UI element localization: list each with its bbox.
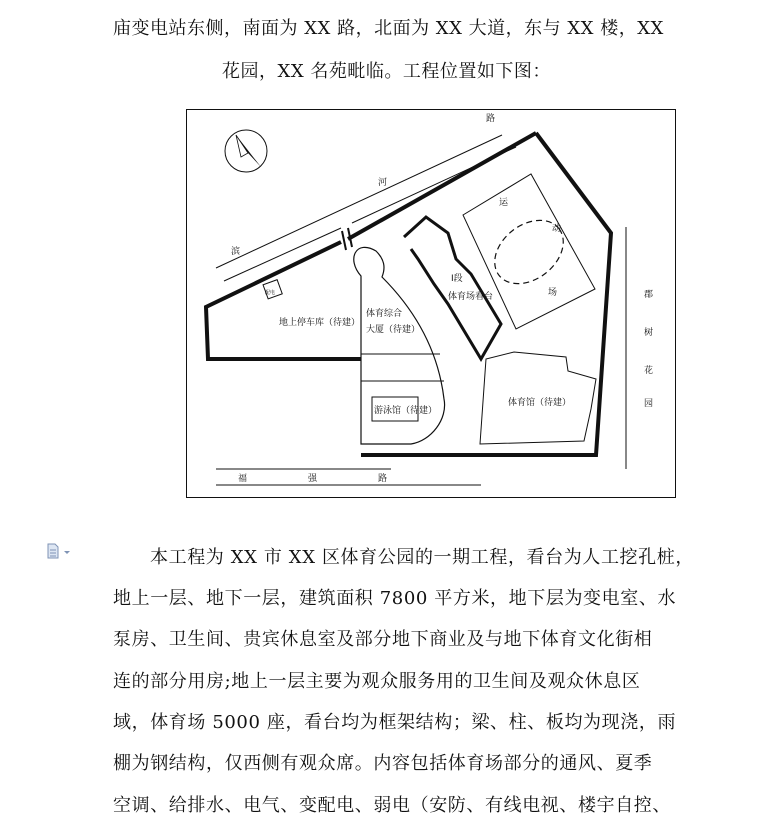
garden-char-1: 郡: [644, 290, 654, 300]
site-boundary-north: [348, 133, 536, 239]
body-line-1: 本工程为 XX 市 XX 区体育公园的一期工程，看台为人工挖孔桩，: [150, 547, 694, 568]
body-line-2: 地上一层、地下一层，建筑面积 7800 平方米，地下层为变电室、水: [113, 588, 677, 609]
body-line-7: 空调、给排水、电气、变配电、弱电（安防、有线电视、楼宇自控、: [113, 795, 671, 816]
field-label-top: 运: [499, 198, 509, 208]
substation-box-label: 配电: [265, 290, 276, 296]
grandstand-label-2: 体育场看台: [448, 292, 494, 302]
field-label-bottom: 场: [548, 288, 558, 298]
complex-label-2: 大厦（待建）: [366, 325, 421, 335]
body-line-5: 域，体育场 5000 座，看台均为框架结构；梁、柱、板均为现浇，雨: [113, 712, 677, 733]
north-arrow-icon: [225, 130, 267, 172]
road-north-edge-inner-west: [224, 228, 341, 281]
site-boundary-west: [206, 242, 361, 359]
body-line-6: 棚为钢结构，仅西侧有观众席。内容包括体育场部分的通风、夏季: [113, 753, 653, 774]
body-line-4: 连的部分用房;地上一层主要为观众服务用的卫生间及观众休息区: [113, 671, 641, 692]
parking-label: 地上停车库（待建）: [279, 318, 361, 328]
intro-line-2: 花园，XX 名苑毗临。工程位置如下图：: [222, 61, 551, 82]
grandstand-label-1: Ⅰ段: [451, 274, 463, 284]
pool-label: 游泳馆（待建）: [374, 406, 438, 416]
road-south-char-2: 强: [308, 474, 318, 484]
complex-label-1: 体育综合: [366, 309, 403, 319]
body-line-3: 泵房、卫生间、贵宾休息室及部分地下商业及与地下体育文化街相: [113, 629, 653, 650]
road-north-char-3: 滨: [231, 247, 241, 257]
site-location-map: [186, 109, 676, 498]
road-south-char-1: 福: [238, 474, 248, 484]
garden-char-4: 园: [644, 399, 654, 409]
garden-char-2: 树: [644, 328, 654, 338]
sports-field: [463, 174, 595, 329]
road-north-char-2: 河: [378, 178, 388, 188]
road-north-edge-outer: [216, 135, 502, 268]
road-south-char-3: 路: [378, 474, 388, 484]
field-label-mid: 动: [552, 224, 562, 234]
intro-line-1: 庙变电站东侧，南面为 XX 路，北面为 XX 大道，东与 XX 楼，XX: [113, 18, 664, 39]
garden-char-3: 花: [644, 366, 654, 376]
paragraph-options-icon[interactable]: [47, 543, 73, 559]
grandstand-outline: [404, 217, 501, 359]
road-north-char-1: 路: [486, 114, 496, 124]
gym-label: 体育馆（待建）: [508, 398, 572, 408]
running-track: [482, 207, 575, 296]
site-map-drawing: [186, 109, 676, 498]
